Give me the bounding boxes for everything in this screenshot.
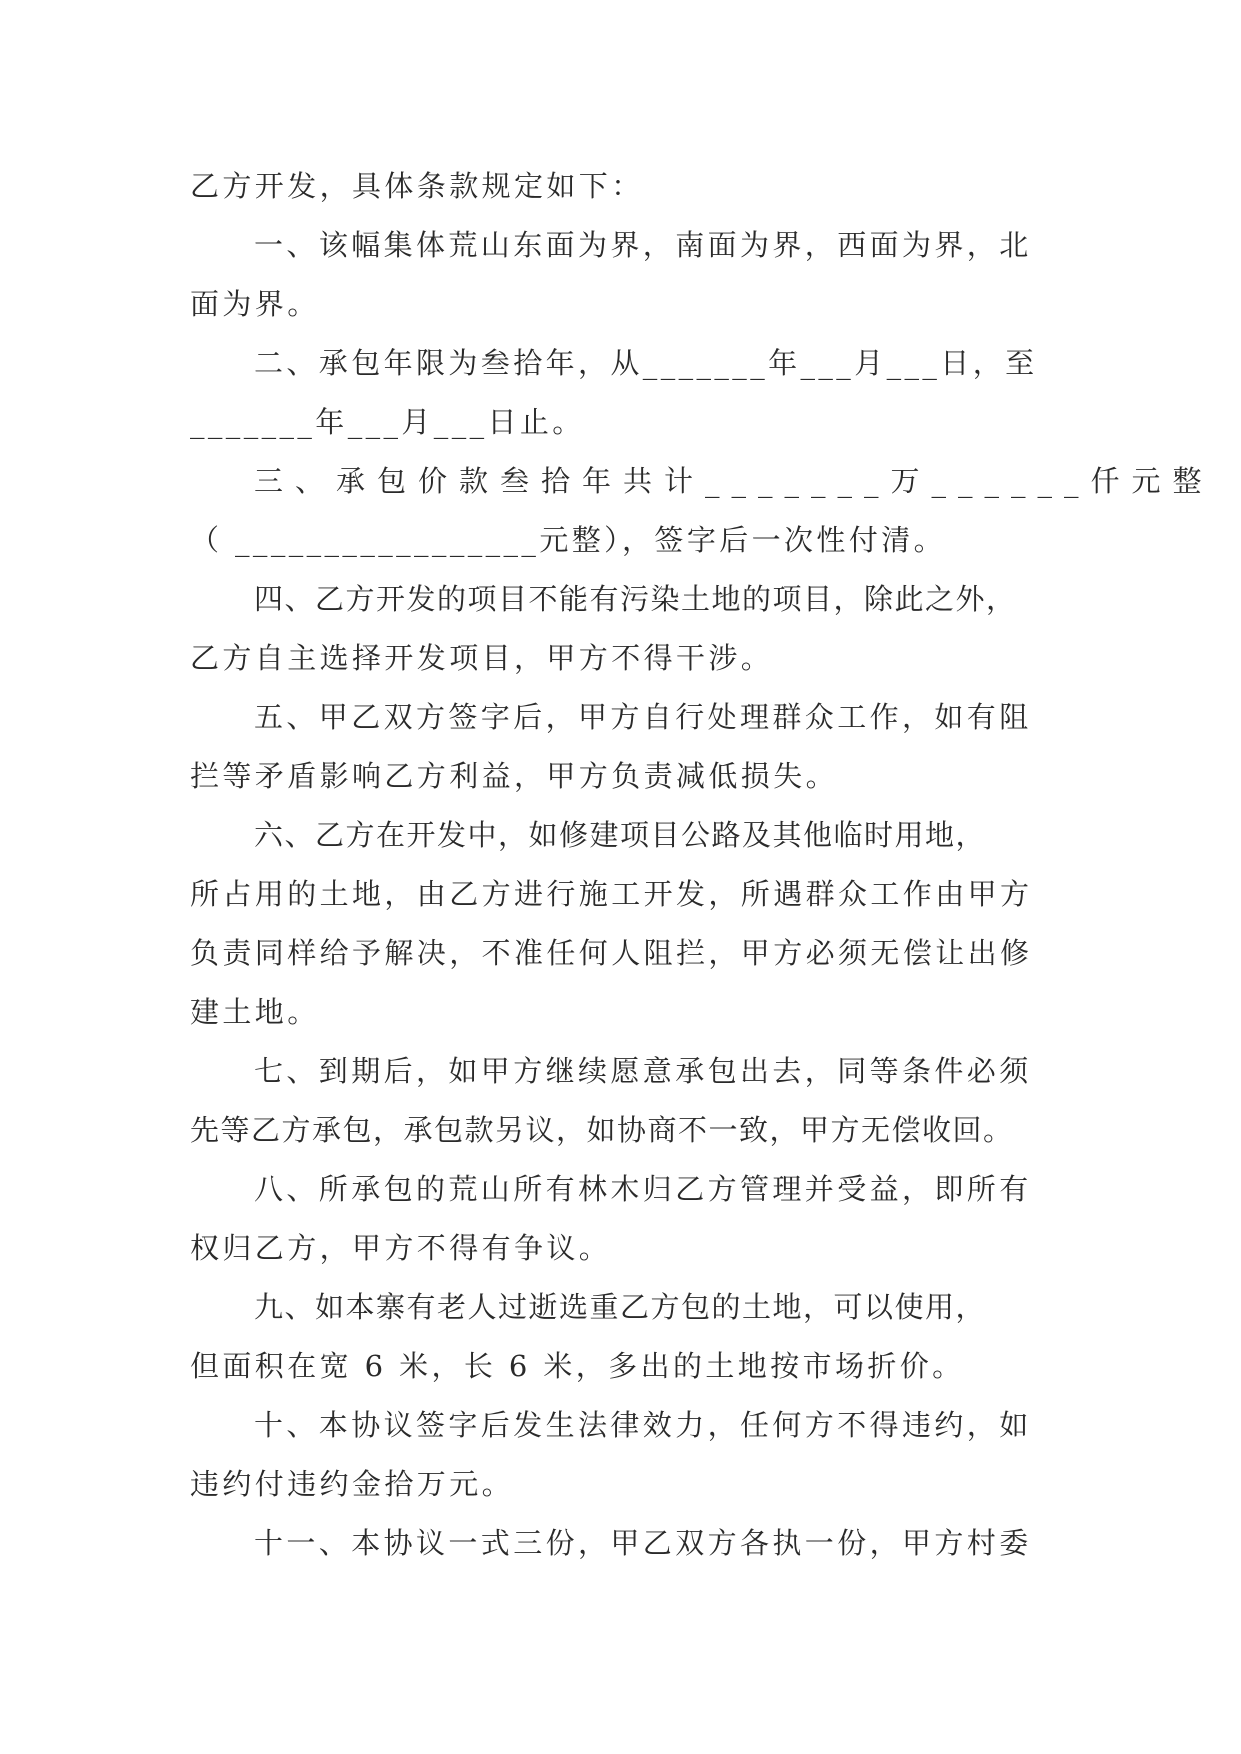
clause-7-line-2: 先等乙方承包，承包款另议，如协商不一致，甲方无偿收回。 (190, 1113, 1014, 1147)
clause-10-line-1: 十、本协议签字后发生法律效力，任何方不得违约，如 (254, 1408, 1032, 1442)
clause-5-line-1: 五、甲乙双方签字后，甲方自行处理群众工作，如有阻 (254, 700, 1032, 734)
clause-1-line-2: 面为界。 (190, 287, 320, 321)
clause-6-line-3: 负责同样给予解决，不准任何人阻拦，甲方必须无偿让出修 (190, 936, 1033, 970)
contract-body (190, 157, 1214, 1573)
clause-5-line-2: 拦等矛盾影响乙方利益，甲方负责减低损失。 (190, 759, 839, 793)
clause-9-line-1: 九、如本寨有老人过逝选重乙方包的土地，可以使用， (254, 1290, 987, 1324)
clause-10-line-2: 违约付违约金拾万元。 (190, 1467, 515, 1501)
clause-2-line-1: 二、承包年限为叁拾年，从_______年___月___日，至 (254, 346, 1038, 380)
clause-6-line-1: 六、乙方在开发中，如修建项目公路及其他临时用地， (254, 818, 987, 852)
clause-11-line-1: 十一、本协议一式三份，甲乙双方各执一份，甲方村委 (254, 1526, 1032, 1560)
clause-9-line-2: 但面积在宽 6 米，长 6 米，多出的土地按市场折价。 (190, 1349, 965, 1383)
clause-8-line-1: 八、所承包的荒山所有林木归乙方管理并受益，即所有 (254, 1172, 1032, 1206)
clause-6-line-2: 所占用的土地，由乙方进行施工开发，所遇群众工作由甲方 (190, 877, 1033, 911)
clause-4-line-1: 四、乙方开发的项目不能有污染土地的项目，除此之外， (254, 582, 1017, 616)
clause-4-line-2: 乙方自主选择开发项目，甲方不得干涉。 (190, 641, 774, 675)
text-line: 乙方开发，具体条款规定如下： (190, 169, 644, 203)
clause-7-line-1: 七、到期后，如甲方继续愿意承包出去，同等条件必须 (254, 1054, 1032, 1088)
clause-3-line-1: 三、承包价款叁拾年共计_______万______仟元整 (254, 464, 1214, 498)
clause-1-line-1: 一、该幅集体荒山东面为界，南面为界，西面为界，北 (254, 228, 1032, 262)
clause-6-line-4: 建土地。 (190, 995, 320, 1029)
clause-2-line-2: _______年___月___日止。 (190, 405, 585, 439)
clause-8-line-2: 权归乙方，甲方不得有争议。 (190, 1231, 612, 1265)
clause-3-line-2: （ _________________元整），签字后一次性付清。 (190, 523, 947, 557)
